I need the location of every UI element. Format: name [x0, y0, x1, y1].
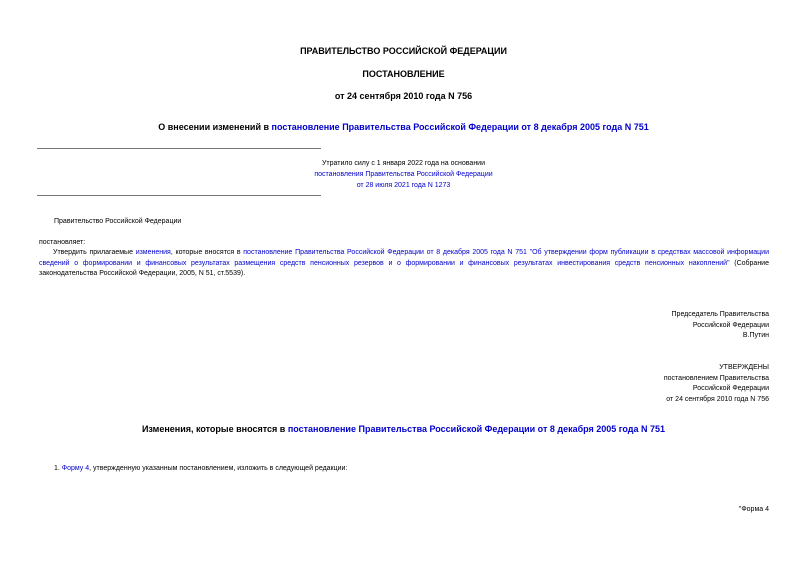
paragraph-mid: , которые вносятся в — [170, 249, 244, 256]
document-type: ПОСТАНОВЛЕНИЕ — [362, 69, 445, 79]
paragraph-end: (Собрание законодательства Российской Федерации, 2005, N 51, ст.5539). — [39, 259, 769, 277]
resolution-751-link[interactable]: постановление Правительства Российской Федерации от 8 декабря 2005 года N 751 "Об утверждении форм публикации в средствах массовой информации сведений о формировании и финансовых результатах размещения средств пенсионных резервов и о формировании и финансовых результатах инвестирования средств пенсионных накоплений" — [39, 249, 769, 267]
approval-line-1: УТВЕРЖДЕНЫ — [719, 364, 769, 371]
document-title-link[interactable]: постановление Правительства Российской Федерации от 8 декабря 2005 года N 751 — [271, 122, 649, 132]
annulment-line-1: Утратило силу с 1 января 2022 года на основании — [321, 160, 486, 167]
changes-title — [0, 424, 807, 434]
changes-title-prefix: Изменения, которые вносятся в — [141, 424, 288, 434]
document-title — [0, 122, 807, 132]
change-item-1 — [54, 464, 347, 475]
signature-line-1: Председатель Правительства — [671, 311, 769, 318]
annulment-top-rule — [37, 148, 321, 149]
form-4-link[interactable]: Форму 4 — [61, 465, 90, 472]
paragraph-start: Утвердить прилагаемые — [53, 249, 136, 256]
resolution-paragraph — [39, 248, 769, 280]
approval-line-4: от 24 сентября 2010 года N 756 — [666, 395, 769, 403]
annulment-notice — [0, 158, 807, 191]
approval-line-2: постановлением Правительства — [663, 374, 769, 382]
government-name: ПРАВИТЕЛЬСТВО РОССИЙСКОЙ ФЕДЕРАЦИИ — [300, 46, 507, 56]
signature-block — [500, 310, 769, 342]
signature-name: В.Путин — [742, 332, 769, 339]
changes-link[interactable]: изменения — [135, 249, 171, 256]
item-number: 1. — [54, 465, 62, 472]
item-text: , утвержденную указанным постановлением, изложить в следующей редакции: — [89, 465, 348, 472]
issuer: Правительство Российской Федерации — [54, 218, 182, 225]
approval-block — [500, 363, 769, 405]
signature-line-2: Российской Федерации — [692, 321, 769, 329]
annulment-bottom-rule — [37, 195, 321, 196]
approval-line-3: Российской Федерации — [692, 385, 769, 392]
form-label: "Форма 4 — [738, 506, 769, 513]
changes-title-link[interactable]: постановление Правительства Российской Федерации от 8 декабря 2005 года N 751 — [287, 424, 666, 434]
annulment-link-1[interactable]: постановления Правительства Российской Федерации — [314, 171, 493, 178]
document-title-prefix: О внесении изменений в — [158, 122, 272, 132]
decrees-word: постановляет: — [39, 239, 86, 246]
annulment-link-2[interactable]: от 28 июля 2021 года N 1273 — [356, 182, 451, 189]
document-date-number: от 24 сентября 2010 года N 756 — [334, 91, 473, 101]
